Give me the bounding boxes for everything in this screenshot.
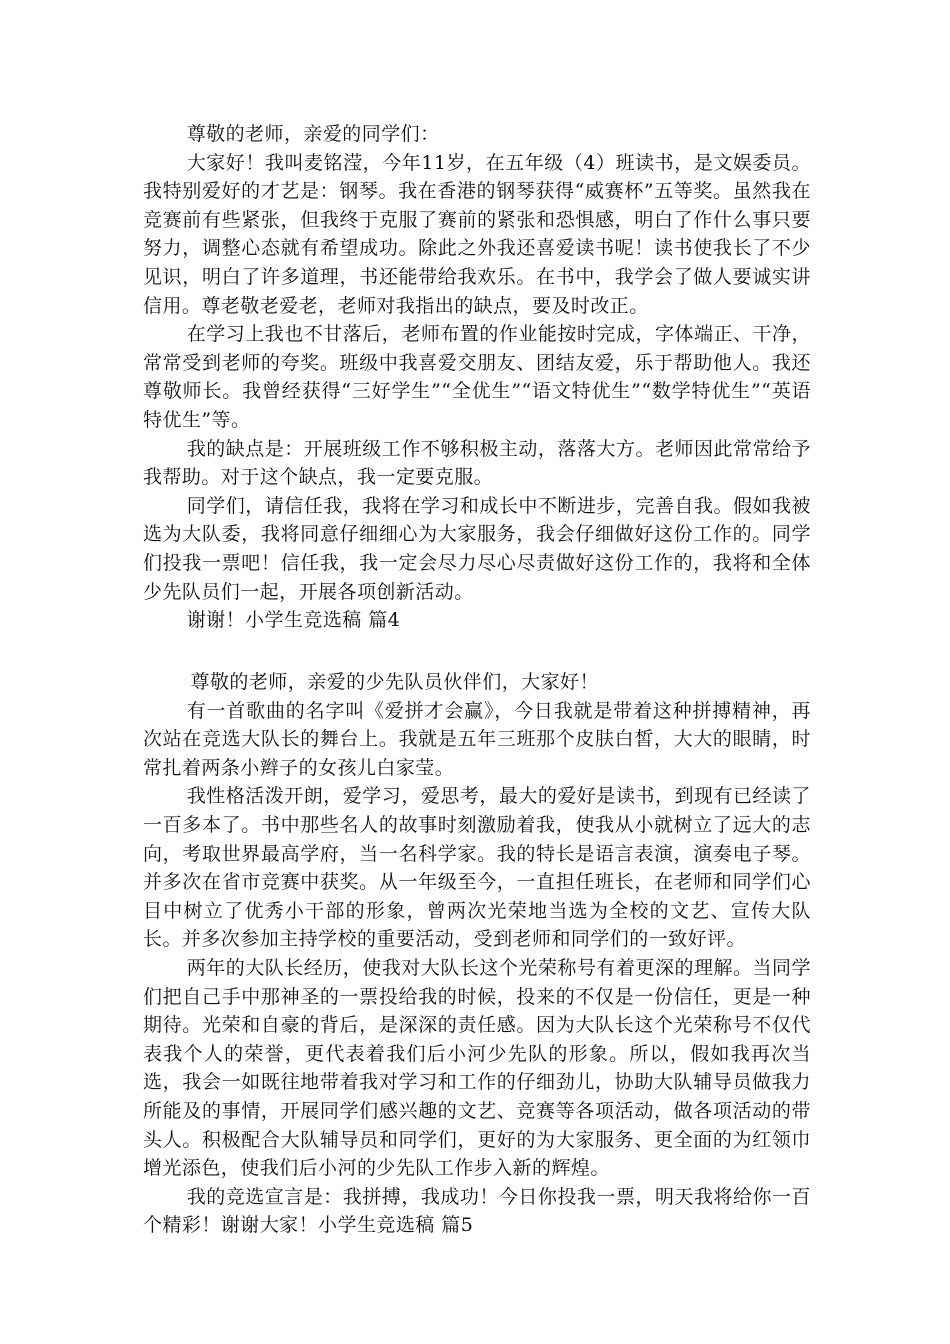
- closing-line: 谢谢！小学生竞选稿 篇4: [186, 609, 401, 632]
- paragraph: 有一首歌曲的名字叫《爱拼才会赢》，今日我就是带着这种拼搏精神，再次站在竞选大队长的舞台上。我就是五年三班那个皮肤白皙，大大的眼睛，时常扎着两条小辫子的女孩儿白家莹。: [143, 699, 811, 779]
- salutation: 尊敬的老师，亲爱的同学们：: [186, 123, 440, 145]
- paragraph: 我性格活泼开朗，爱学习，爱思考，最大的爱好是读书，到现有已经读了一百多本了。书中那些名人的故事时刻激励着我，使我从小就树立了远大的志向，考取世界最高学府，当一名科学家。我的特长是语言表演，演奏电子琴。并多次在省市竞赛中获奖。从一年级至今，一直担任班长，在老师和同学们心目中树立了优秀小干部的形象，曾两次光荣地当选为全校的文艺、宣传大队长。并多次参加主持学校的重要活动，受到老师和同学们的一致好评。: [143, 785, 811, 951]
- salutation: 尊敬的老师，亲爱的少先队员伙伴们，大家好！: [190, 671, 599, 693]
- paragraph: 我的竞选宣言是：我拼搏，我成功！今日你投我一票，明天我将给你一百个精彩！谢谢大家！小学生竞选稿 篇5: [143, 1185, 811, 1237]
- paragraph: 我的缺点是：开展班级工作不够积极主动，落落大方。老师因此常常给予我帮助。对于这个缺点，我一定要克服。: [143, 437, 811, 489]
- paragraph: 两年的大队长经历，使我对大队长这个光荣称号有着更深的理解。当同学们把自己手中那神圣的一票投给我的时候，投来的不仅是一份信任，更是一种期待。光荣和自豪的背后，是深深的责任感。因为大队长这个光荣称号不仅代表我个人的荣誉，更代表着我们后小河少先队的形象。所以，假如我再次当选，我会一如既往地带着我对学习和工作的仔细劲儿，协助大队辅导员做我力所能及的事情，开展同学们感兴趣的文艺、竞赛等各项活动，做各项活动的带头人。积极配合大队辅导员和同学们，更好的为大家服务、更全面的为红领巾增光添色，使我们后小河的少先队工作步入新的辉煌。: [143, 956, 811, 1180]
- speech-section-2: [143, 668, 811, 1240]
- speech-section-1: [143, 120, 811, 635]
- paragraph: 同学们，请信任我，我将在学习和成长中不断进步，完善自我。假如我被选为大队委，我将同意仔细细心为大家服务，我会仔细做好这份工作的。同学们投我一票吧！信任我，我一定会尽力尽心尽责做好这份工作的，我将和全体少先队员们一起，开展各项创新活动。: [143, 494, 811, 603]
- paragraph: 在学习上我也不甘落后，老师布置的作业能按时完成，字体端正、干净，常常受到老师的夸奖。班级中我喜爱交朋友、团结友爱，乐于帮助他人。我还尊敬师长。我曾经获得“三好学生”“全优生”“语文特优生”“数学特优生”“英语特优生”等。: [143, 323, 811, 431]
- paragraph: 大家好！我叫麦铭滢，今年11岁，在五年级（4）班读书，是文娱委员。我特别爱好的才艺是：钢琴。我在香港的钢琴获得“威赛杯”五等奖。虽然我在竞赛前有些紧张，但我终于克服了赛前的紧张和恐惧感，明白了作什么事只要努力，调整心态就有希望成功。除此之外我还喜爱读书呢！读书使我长了不少见识，明白了许多道理，书还能带给我欢乐。在书中，我学会了做人要诚实讲信用。尊老敬老爱老，老师对我指出的缺点，要及时改正。: [143, 151, 811, 317]
